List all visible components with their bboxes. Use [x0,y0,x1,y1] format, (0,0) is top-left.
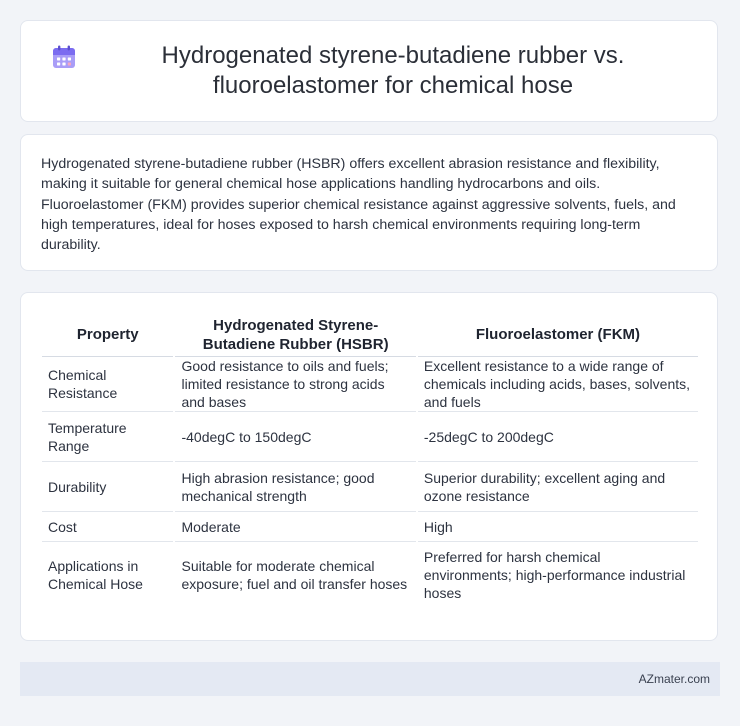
hsbr-cell: Moderate [174,512,416,542]
calendar-icon [51,44,77,70]
table-row [42,412,698,462]
table-row [42,512,698,542]
column-header-property: Property [42,313,174,357]
title-wrap [21,21,717,121]
hsbr-cell: Good resistance to oils and fuels; limited resistance to strong acids and bases [174,357,416,412]
fkm-cell: Superior durability; excellent aging and ozone resistance [417,462,698,512]
hsbr-cell: High abrasion resistance; good mechanical strength [174,462,416,512]
fkm-cell: Excellent resistance to a wide range of chemicals including acids, bases, solvents, and fuels [417,357,698,412]
comparison-table [42,313,698,608]
row-label: Cost [42,512,174,542]
fkm-cell: Preferred for harsh chemical environments; high-performance industrial hoses [417,542,698,608]
table-row [42,462,698,512]
row-label: Durability [42,462,174,512]
row-label: Temperature Range [42,412,174,462]
page-title: Hydrogenated styrene-butadiene rubber vs. fluoroelastomer for chemical hose [161,42,625,99]
column-header-hsbr: Hydrogenated Styrene-Butadiene Rubber (HSBR) [174,313,416,357]
title-card [20,20,718,122]
hsbr-cell: -40degC to 150degC [174,412,416,462]
fkm-cell: High [417,512,698,542]
table-header-row [42,313,698,357]
table-row [42,542,698,608]
summary-text: Hydrogenated styrene-butadiene rubber (HSBR) offers excellent abrasion resistance and flexibility, making it suitable for general chemical hose applications handling hydrocarbons and oils. Fluoroelastomer (FKM) provides superior chemical resistance against aggressive solvents, fuels, and high temperatures, ideal for hoses exposed to harsh chemical environments requiring long-term durability. [41,156,676,254]
row-label: Chemical Resistance [42,357,174,412]
summary-card [20,134,718,271]
row-label: Applications in Chemical Hose [48,557,143,592]
hsbr-cell: Suitable for moderate chemical exposure; fuel and oil transfer hoses [174,542,416,608]
footer-brand: AZmater.com [638,672,710,686]
table-row [42,357,698,412]
comparison-table-card [20,292,718,641]
column-header-fkm: Fluoroelastomer (FKM) [417,313,698,357]
fkm-cell: -25degC to 200degC [417,412,698,462]
footer-bar [20,662,720,696]
